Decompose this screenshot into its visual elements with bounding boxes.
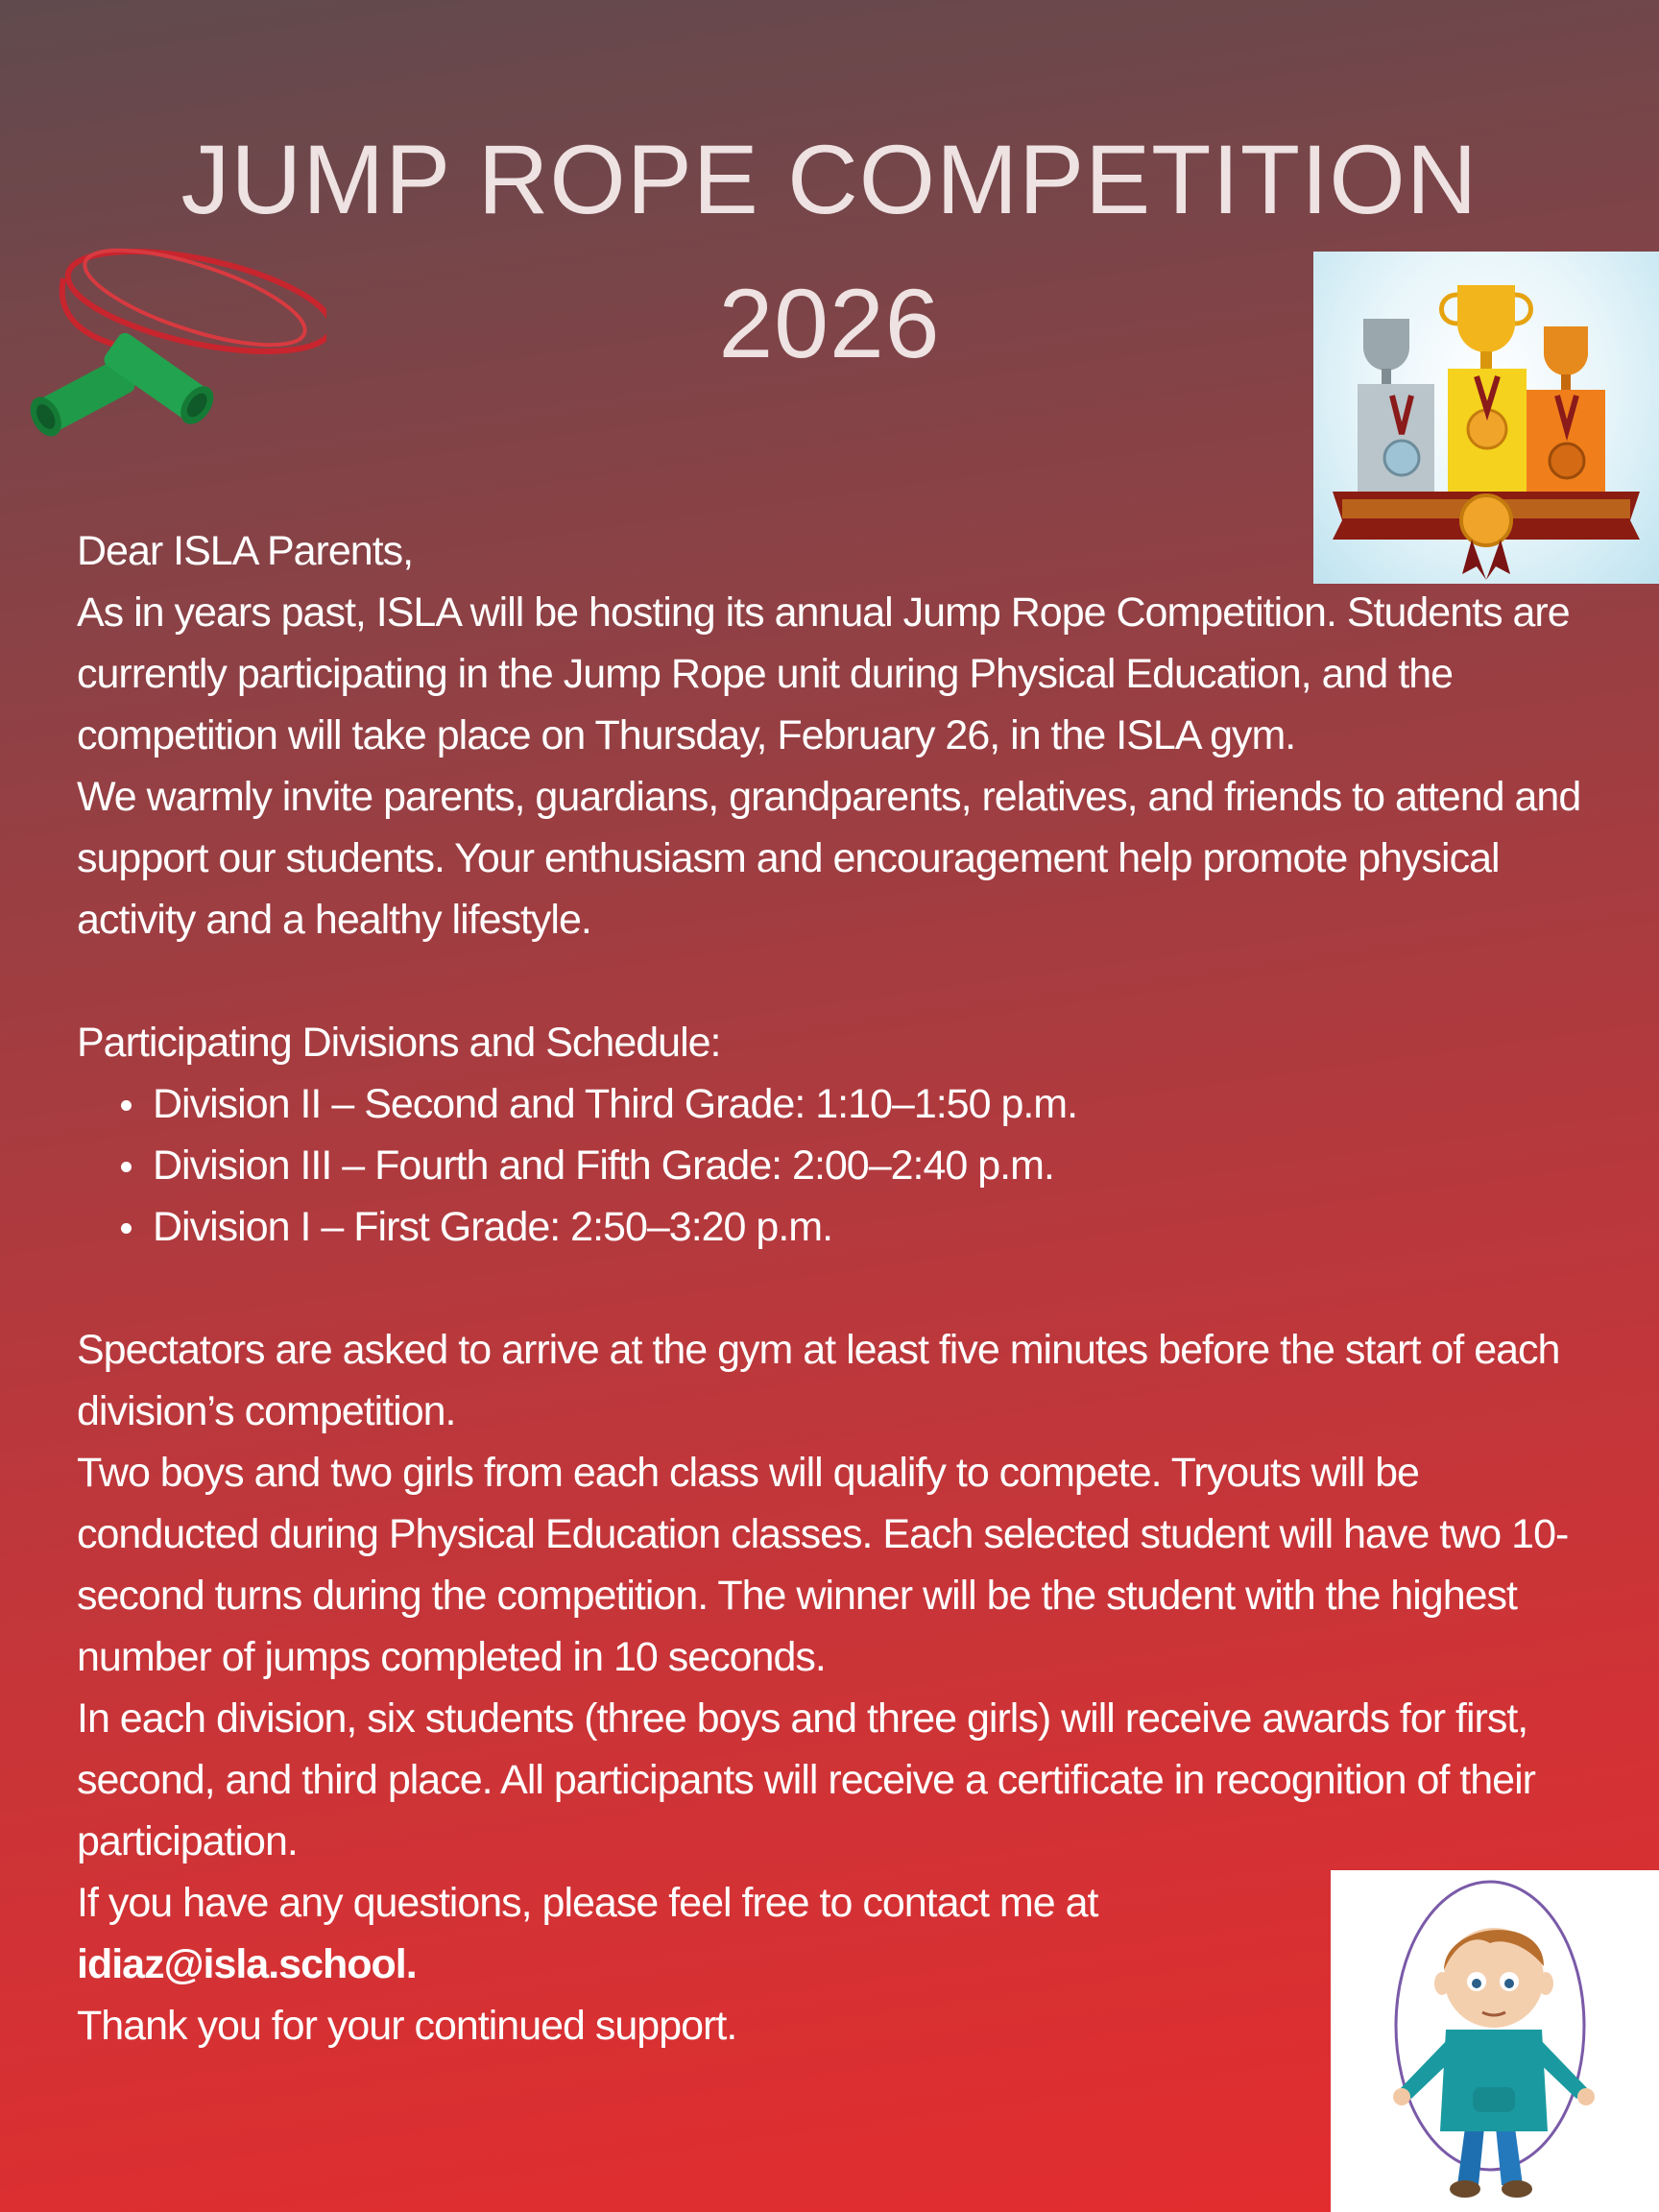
boy-jumping-rope-image [1331,1870,1659,2212]
invitation-paragraph: We warmly invite parents, guardians, grandparents, relatives, and friends to attend and support our students. Your enthusiasm and encouragement help promote physical activity and a healthy lifestyle. [77,774,1581,943]
qualification-paragraph: Two boys and two girls from each class will qualify to compete. Tryouts will be conducted during Physical Education classes. Each selected student will have two 10-second turns during the competition. The winner will be the student with the highest number of jumps completed in 10 seconds. [77,1450,1569,1680]
schedule-item: Division I – First Grade: 2:50–3:20 p.m. [77,1196,1594,1258]
spacer [77,1258,1594,1319]
greeting: Dear ISLA Parents, [77,528,414,574]
schedule-heading: Participating Divisions and Schedule: [77,1020,721,1066]
contact-email-link[interactable]: idiaz@isla.school. [77,1941,417,1987]
closing-text: Thank you for your continued support. [77,2003,737,2049]
intro-paragraph: As in years past, ISLA will be hosting its annual Jump Rope Competition. Students are currently participating in the Jump Rope unit during Physical Education, and the competition will take place on Thursday, February 26, in the ISLA gym. [77,589,1570,758]
spacer [77,950,1594,1012]
contact-text: If you have any questions, please feel free to contact me at [77,1880,1098,1926]
page-title: JUMP ROPE COMPETITION [180,125,1479,234]
letter-body [77,520,1594,2056]
schedule-item: Division II – Second and Third Grade: 1:10–1:50 p.m. [77,1073,1594,1135]
jump-rope-icon [17,230,326,442]
awards-paragraph: In each division, six students (three boys and three girls) will receive awards for first, second, and third place. All participants will receive a certificate in recognition of their participation. [77,1695,1535,1864]
page-title-year: 2026 [718,269,941,378]
schedule-item: Division III – Fourth and Fifth Grade: 2:00–2:40 p.m. [77,1135,1594,1196]
schedule-list [77,1073,1594,1258]
spectators-paragraph: Spectators are asked to arrive at the gym at least five minutes before the start of each division’s competition. [77,1327,1560,1434]
